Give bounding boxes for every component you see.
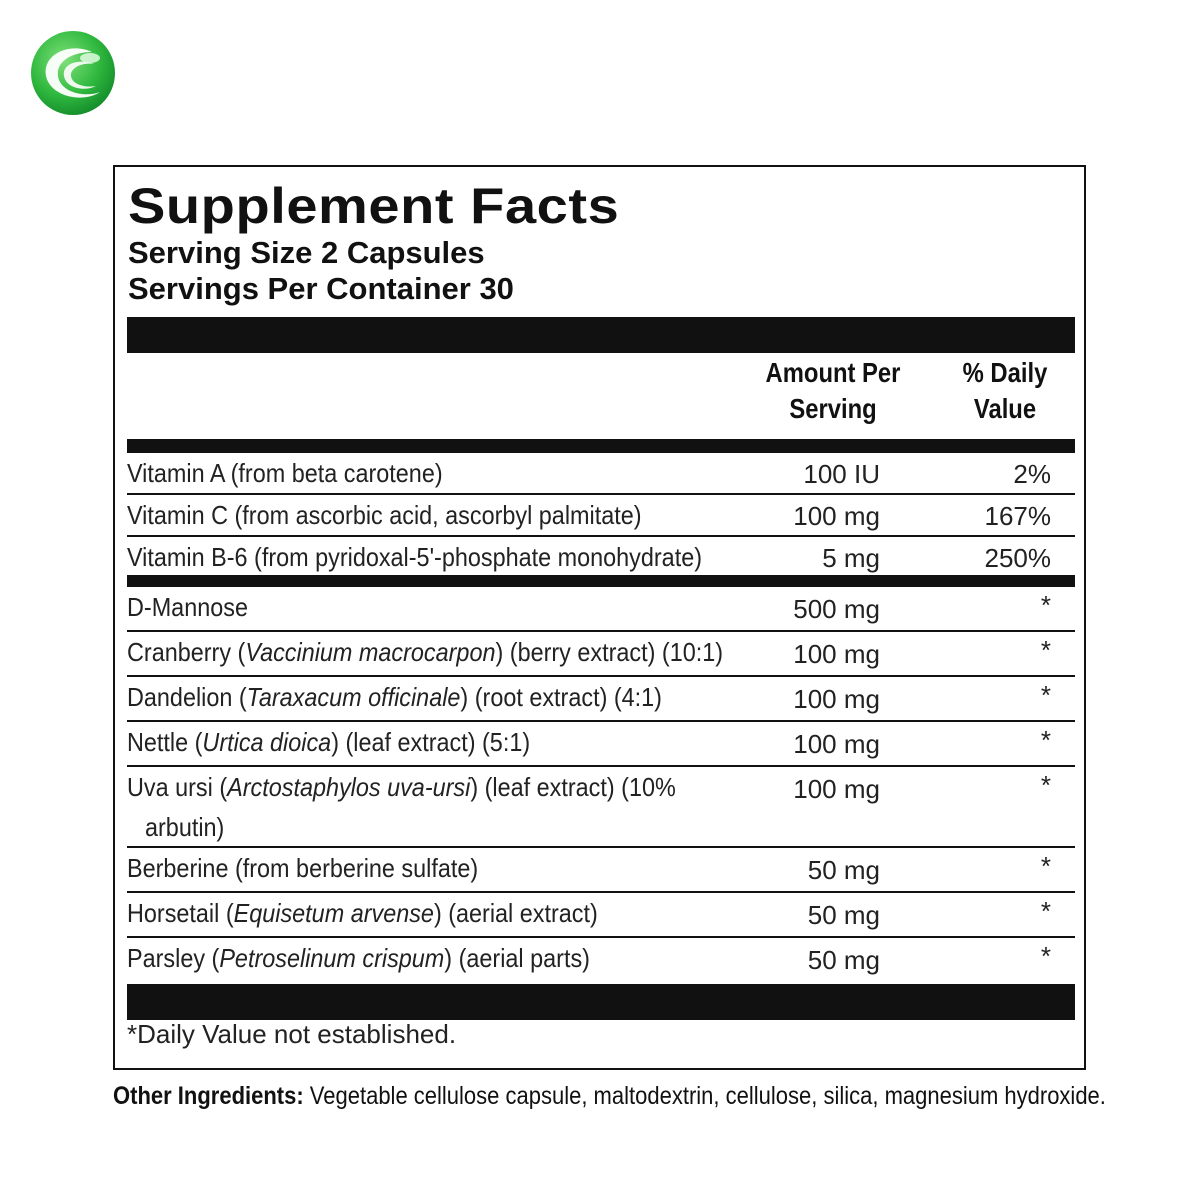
- daily-value: *: [1040, 680, 1051, 710]
- ingredient-latin-name: Petroselinum crispum: [219, 943, 445, 973]
- daily-value: *: [1040, 851, 1051, 881]
- nutrient-name: Vitamin C (from ascorbic acid, ascorbyl palmitate): [127, 500, 642, 530]
- table-row: [127, 722, 1075, 767]
- ingredient-common-name: Berberine (from berberine sulfate): [127, 853, 479, 883]
- nutrient-name: Vitamin B-6 (from pyridoxal-5'-phosphate monohydrate): [127, 542, 703, 572]
- column-header-daily-value: % Daily Value: [962, 357, 1048, 424]
- ingredient-name-line: [127, 677, 703, 717]
- table-row: [127, 453, 1075, 495]
- daily-value: 2%: [1013, 459, 1051, 489]
- ingredient-name: [127, 767, 703, 847]
- ingredient-name: [127, 848, 703, 888]
- table-row: [127, 587, 1075, 632]
- amount-per-serving: 100 mg: [793, 729, 880, 759]
- daily-value: 250%: [984, 543, 1051, 573]
- ingredient-latin-name: Vaccinium macrocarpon: [245, 637, 496, 667]
- other-ingredients: [113, 1082, 1106, 1111]
- ingredient-common-name: Uva ursi (: [127, 772, 228, 802]
- ingredient-detail: ) (aerial parts): [444, 943, 590, 973]
- amount-per-serving: 100 IU: [803, 459, 880, 489]
- daily-value: *: [1040, 725, 1051, 755]
- ingredient-common-name: Dandelion (: [127, 682, 247, 712]
- amount-per-serving: 100 mg: [793, 684, 880, 714]
- ingredient-latin-name: Equisetum arvense: [233, 898, 434, 928]
- ingredient-common-name: Nettle (: [127, 727, 203, 757]
- ingredient-latin-name: Arctostaphylos uva-ursi: [227, 772, 471, 802]
- ingredient-name: [127, 677, 703, 717]
- footer-bar: [127, 984, 1075, 1020]
- ingredient-common-name: Horsetail (: [127, 898, 234, 928]
- column-header-divider: [127, 439, 1075, 453]
- amount-per-serving: 100 mg: [793, 774, 880, 804]
- ingredient-common-name: D-Mannose: [127, 592, 248, 622]
- daily-value: *: [1040, 896, 1051, 926]
- amount-per-serving: 50 mg: [807, 945, 880, 975]
- section-divider: [127, 575, 1075, 587]
- supplement-facts-panel: [113, 165, 1086, 1070]
- daily-value: *: [1040, 635, 1051, 665]
- swirl-logo-icon: [30, 30, 116, 116]
- panel-title: Supplement Facts: [128, 178, 620, 234]
- table-row: [127, 677, 1075, 722]
- ingredient-latin-name: Taraxacum officinale: [246, 682, 461, 712]
- ingredient-name: [127, 722, 703, 762]
- ingredient-name-line: [127, 632, 724, 672]
- column-header-amount: Amount Per Serving: [765, 357, 901, 424]
- ingredient-detail-continued: arbutin): [145, 812, 225, 842]
- ingredient-name-line: [127, 938, 703, 978]
- amount-per-serving: 100 mg: [793, 501, 880, 531]
- ingredient-name-line: [127, 767, 703, 807]
- ingredient-detail: ) (leaf extract) (10%: [470, 772, 676, 802]
- ingredient-detail: ) (leaf extract) (5:1): [331, 727, 531, 757]
- ingredient-name-line: [127, 722, 703, 762]
- ingredient-name: [127, 938, 703, 978]
- ingredient-detail: ) (berry extract) (10:1): [495, 637, 724, 667]
- footnote: *Daily Value not established.: [127, 1019, 457, 1049]
- amount-per-serving: 50 mg: [807, 900, 880, 930]
- amount-per-serving: 500 mg: [793, 594, 880, 624]
- ingredient-name: [127, 893, 703, 933]
- ingredient-name-line: [127, 587, 703, 627]
- ingredient-common-name: Cranberry (: [127, 637, 246, 667]
- serving-size: Serving Size 2 Capsules: [128, 235, 485, 270]
- amount-per-serving: 100 mg: [793, 639, 880, 669]
- table-row: [127, 893, 1075, 938]
- ingredient-detail: ) (aerial extract): [433, 898, 598, 928]
- ingredient-latin-name: Urtica dioica: [202, 727, 332, 757]
- table-row: [127, 848, 1075, 893]
- other-ingredients-text: Vegetable cellulose capsule, maltodextrin, cellulose, silica, magnesium hydroxide.: [309, 1082, 1106, 1110]
- ingredient-name: [127, 632, 724, 672]
- amount-per-serving: 5 mg: [822, 543, 880, 573]
- table-row: [127, 537, 1075, 579]
- ingredient-common-name: Parsley (: [127, 943, 220, 973]
- ingredient-name-line: [127, 848, 703, 888]
- daily-value: *: [1040, 770, 1051, 800]
- table-row: [127, 632, 1075, 677]
- ingredient-name-line: [127, 893, 703, 933]
- daily-value: 167%: [984, 501, 1051, 531]
- ingredient-name: [127, 587, 703, 627]
- nutrient-name: Vitamin A (from beta carotene): [127, 458, 443, 488]
- servings-per-container: Servings Per Container 30: [128, 271, 514, 306]
- table-row: [127, 938, 1075, 983]
- other-ingredients-label: Other Ingredients:: [113, 1082, 304, 1110]
- table-row: [127, 495, 1075, 537]
- header-bar: [127, 317, 1075, 353]
- amount-per-serving: 50 mg: [807, 855, 880, 885]
- daily-value: *: [1040, 590, 1051, 620]
- table-row: [127, 767, 1075, 848]
- daily-value: *: [1040, 941, 1051, 971]
- ingredient-detail: ) (root extract) (4:1): [460, 682, 662, 712]
